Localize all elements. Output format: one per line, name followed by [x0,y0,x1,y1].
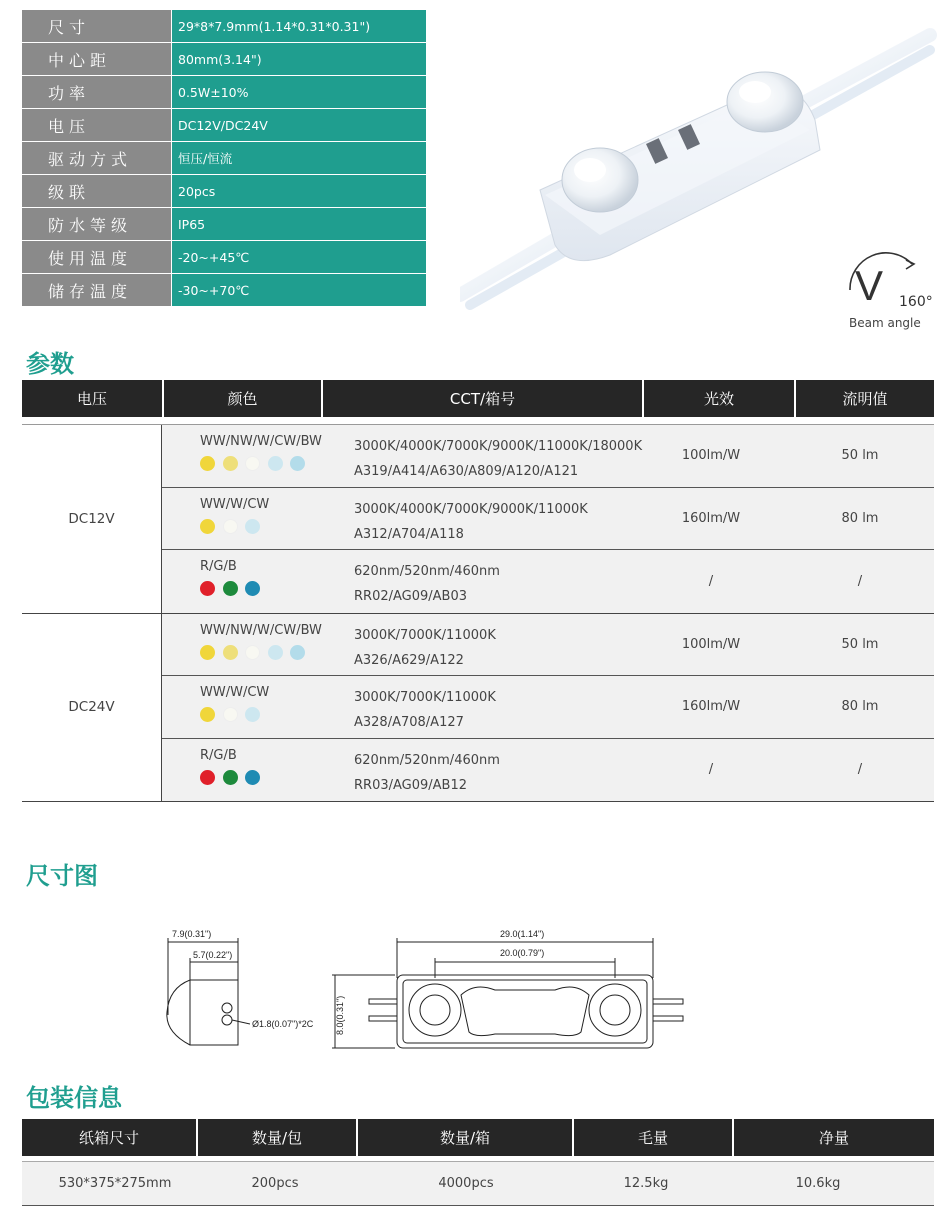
bin-value: RR02/AG09/AB03 [354,589,468,604]
cct-value: 620nm/520nm/460nm [354,564,500,579]
spec-table [22,10,426,307]
dimension-drawing [155,920,715,1060]
pack-header-per-carton: 数量/箱 [358,1119,572,1156]
color-swatch [223,770,238,785]
dim-depth: 7.9(0.31") [172,929,212,939]
color-swatches [200,707,314,722]
color-name: WW/NW/W/CW/BW [200,434,322,449]
spec-row [22,208,426,240]
efficacy-cell: 160lm/W [681,510,741,526]
spec-value: -20~+45℃ [172,241,426,273]
color-swatch [223,519,238,534]
color-swatch [245,519,260,534]
color-name: R/G/B [200,747,237,763]
spec-value: 80mm(3.14") [172,43,426,75]
lumen-cell: / [857,573,863,589]
beam-angle-label: Beam angle [849,316,921,330]
spec-key: 尺寸 [22,10,171,42]
spec-row [22,109,426,141]
params-header [22,380,934,417]
efficacy-cell: / [708,573,714,589]
packing-table [22,1119,934,1206]
table-row [162,488,934,551]
cct-cell [314,488,636,550]
spec-row [22,76,426,108]
header-voltage: 电压 [22,380,162,417]
packing-row [22,1161,934,1206]
efficacy-cell: 100lm/W [681,448,741,464]
spec-row [22,43,426,75]
cct-cell [314,550,636,613]
header-color: 颜色 [164,380,321,417]
spec-key: 驱动方式 [22,142,171,174]
color-swatch [245,581,260,596]
cct-cell [314,676,636,738]
spec-value: 20pcs [172,175,426,207]
dim-pitch: 20.0(0.79") [500,948,545,958]
voltage-label: DC12V [22,425,162,613]
color-name: WW/NW/W/CW/BW [200,622,322,638]
color-swatch [223,456,238,471]
cct-cell [314,739,636,802]
spec-key: 防水等级 [22,208,171,240]
dim-length: 29.0(1.14") [500,929,545,939]
beam-angle-value: 160° [899,294,933,310]
cct-value: 620nm/520nm/460nm [354,752,500,768]
color-swatch [268,456,283,471]
table-row [162,614,934,677]
spec-key: 中心距 [22,43,171,75]
efficacy-cell: 100lm/W [681,636,741,652]
dim-hole: Ø1.8(0.07")*2C [252,1019,314,1029]
spec-value: DC12V/DC24V [172,109,426,141]
lumen-cell: 80 lm [841,699,879,715]
bin-value: A319/A414/A630/A809/A120/A121 [354,464,579,479]
color-name: R/G/B [200,559,237,574]
pack-net: 10.6kg [795,1176,841,1191]
bin-value: A328/A708/A127 [354,715,464,730]
header-efficacy: 光效 [644,380,794,417]
color-swatch [245,770,260,785]
table-row [162,739,934,802]
color-swatch [290,645,305,660]
spec-row [22,274,426,306]
pack-header-per-bag: 数量/包 [198,1119,356,1156]
lumen-cell: / [857,762,863,778]
dimension-title: 尺寸图 [26,862,98,890]
header-lumen: 流明值 [796,380,934,417]
spec-value: IP65 [172,208,426,240]
spec-value: 0.5W±10% [172,76,426,108]
color-swatch [200,456,215,471]
table-row [162,550,934,613]
spec-value: -30~+70℃ [172,274,426,306]
params-body [22,424,934,802]
color-swatch [200,645,215,660]
pack-per-carton: 4000pcs [438,1176,494,1191]
color-swatch [200,519,215,534]
color-cell [162,614,322,676]
color-cell [162,676,314,738]
color-swatch [245,645,260,660]
beam-angle-letter: V [855,262,884,309]
voltage-label: DC24V [22,614,162,802]
table-row [162,676,934,739]
color-swatch [223,645,238,660]
cct-value: 3000K/4000K/7000K/9000K/11000K [354,501,588,517]
table-row [162,425,934,488]
dim-height: 8.0(0.31") [335,995,345,1035]
color-swatches [200,519,314,534]
spec-value: 29*8*7.9mm(1.14*0.31*0.31") [172,10,426,42]
packing-title: 包装信息 [26,1084,122,1112]
bin-value: A312/A704/A118 [354,526,464,542]
voltage-group [22,425,934,614]
packing-header [22,1119,934,1156]
color-swatch [245,707,260,722]
color-name: WW/W/CW [200,685,270,700]
efficacy-cell: 160lm/W [681,699,741,715]
bin-value: RR03/AG09/AB12 [354,777,468,793]
params-table [22,380,934,802]
color-swatch [245,456,260,471]
spec-value: 恒压/恒流 [172,142,426,174]
spec-row [22,241,426,273]
spec-row [22,175,426,207]
color-swatches [200,645,314,660]
color-swatches [200,770,314,785]
cct-cell [314,425,643,487]
color-swatches [200,456,314,471]
color-swatch [290,456,305,471]
spec-row [22,10,426,42]
cct-cell [314,614,636,676]
spec-row [22,142,426,174]
color-cell [162,425,322,487]
cct-value: 3000K/7000K/11000K [354,627,496,643]
efficacy-cell: / [708,762,714,778]
voltage-group [22,614,934,803]
spec-key: 级联 [22,175,171,207]
pack-gross: 12.5kg [623,1176,669,1191]
pack-carton-size: 530*375*275mm [58,1176,172,1191]
color-swatch [200,707,215,722]
color-swatch [200,770,215,785]
color-swatch [223,707,238,722]
color-cell [162,488,314,550]
spec-key: 使用温度 [22,241,171,273]
pack-header-net: 净量 [734,1119,934,1156]
bin-value: A326/A629/A122 [354,652,464,668]
color-swatch [268,645,283,660]
header-cct: CCT/箱号 [323,380,642,417]
lumen-cell: 50 lm [841,636,879,652]
spec-key: 功率 [22,76,171,108]
params-title: 参数 [26,350,74,378]
color-swatches [200,581,314,596]
color-cell [162,739,314,802]
cct-value: 3000K/4000K/7000K/9000K/11000K/18000K [354,439,643,454]
color-swatch [200,581,215,596]
color-cell [162,550,314,613]
pack-per-bag: 200pcs [251,1176,299,1191]
lumen-cell: 80 lm [841,510,879,526]
color-swatch [223,581,238,596]
pack-header-gross: 毛量 [574,1119,732,1156]
spec-key: 电压 [22,109,171,141]
lumen-cell: 50 lm [841,448,879,464]
spec-key: 储存温度 [22,274,171,306]
cct-value: 3000K/7000K/11000K [354,690,496,705]
pack-header-carton: 纸箱尺寸 [22,1119,196,1156]
color-name: WW/W/CW [200,496,270,512]
dim-lens: 5.7(0.22") [193,950,233,960]
